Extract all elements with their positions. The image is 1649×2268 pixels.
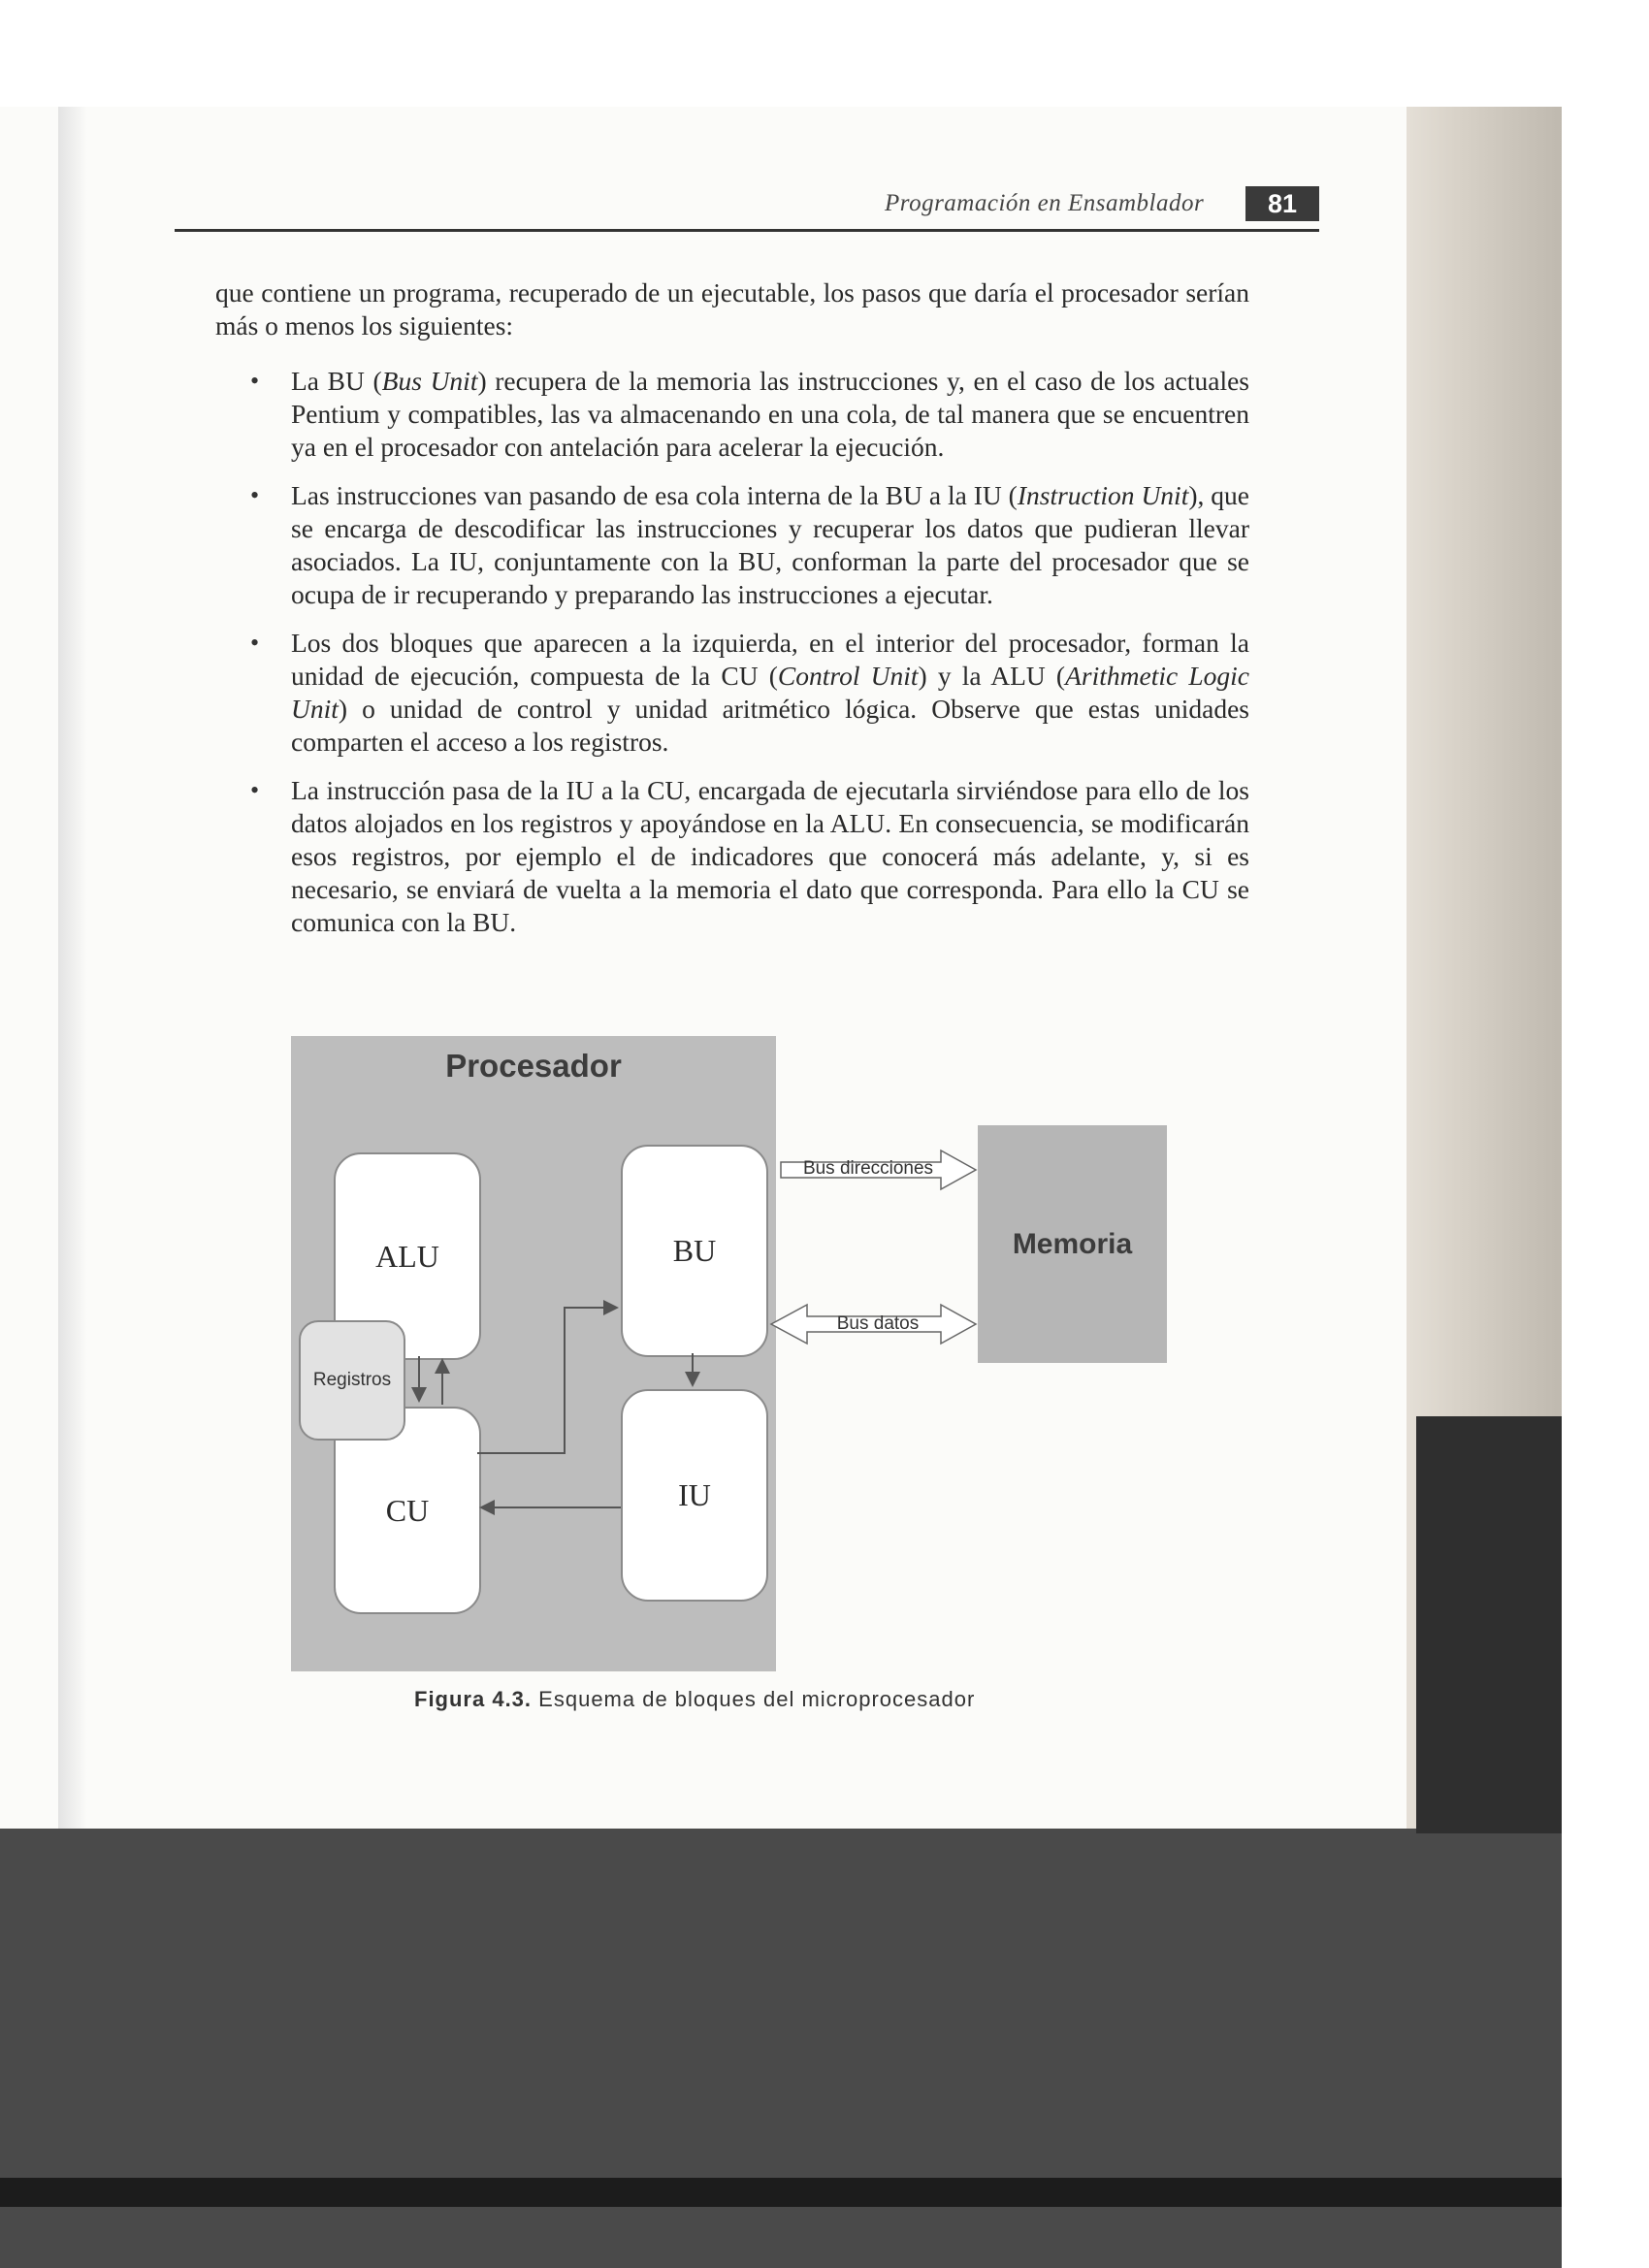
term-control-unit: Control Unit	[777, 661, 919, 691]
bullet-text: ), que se encarga de descodificar las instrucciones y recuperar los datos que pudieran llevar asociados. La IU, conjuntamente con la BU, conforman la parte del procesador que se ocupa de ir recuperando y preparando las instrucciones a ejecutar.	[291, 480, 1249, 609]
diagram-connections	[291, 1036, 1183, 1676]
alu-label: ALU	[375, 1238, 439, 1274]
bullet-text: ) y la ALU (	[918, 661, 1066, 691]
header-rule	[175, 229, 1319, 232]
running-header: Programación en Ensamblador	[885, 190, 1205, 216]
bullet-text: Las instrucciones van pasando de esa cola interna de la BU a la IU (	[291, 480, 1018, 510]
bullet-item-bu	[250, 365, 1249, 464]
book-gutter	[58, 107, 87, 1829]
figure-caption	[414, 1687, 975, 1712]
bus-direcciones-label: Bus direcciones	[802, 1158, 934, 1179]
scan-right-margin	[1562, 0, 1649, 2268]
cu-to-bu-arrow	[477, 1308, 615, 1453]
bullet-item-cu	[250, 774, 1249, 939]
bullet-item-iu	[250, 479, 1249, 611]
figure-caption-text: Esquema de bloques del microprocesador	[538, 1687, 976, 1711]
iu-label: IU	[678, 1477, 711, 1512]
bullet-text: ) recupera de la memoria las instrucciones y, en el caso de los actuales Pentium y compatibles, las va almacenando en una cola, de tal manera que se encuentren ya en el procesador con antelación para acelerar la ejecución.	[291, 366, 1249, 462]
processor-label: Procesador	[445, 1048, 622, 1084]
cu-label: CU	[385, 1492, 430, 1528]
intro-paragraph: que contiene un programa, recuperado de un ejecutable, los pasos que daría el procesador serían más o menos los siguientes:	[215, 277, 1249, 340]
registros-label: Registros	[312, 1370, 392, 1390]
bullet-text: La BU (	[291, 366, 382, 396]
term-arithmetic-logic-unit: Arithmetic Logic Unit	[291, 661, 1249, 724]
term-instruction-unit: Instruction Unit	[1017, 480, 1189, 510]
bullet-text: Los dos bloques que aparecen a la izquierda, en el interior del procesador, forman la unidad de ejecución, compuesta de la CU (	[291, 628, 1249, 691]
processor-block-diagram	[291, 1036, 1183, 1676]
scan-top-margin	[0, 0, 1562, 107]
memoria-label: Memoria	[1012, 1227, 1133, 1260]
bus-datos-label: Bus datos	[836, 1313, 920, 1334]
book-cover-shadow	[1416, 1416, 1562, 1833]
bullet-text: ) o unidad de control y unidad aritmético lógica. Observe que estas unidades comparten el acceso a los registros.	[291, 694, 1249, 757]
scanner-edge-strip	[0, 2178, 1562, 2207]
page-number: 81	[1245, 186, 1319, 221]
term-bus-unit: Bus Unit	[381, 366, 478, 396]
bullet-text: La instrucción pasa de la IU a la CU, encargada de ejecutarla sirviéndose para ello de los datos alojados en los registros y apoyándose en la ALU. En consecuencia, se modificarán esos registros, por ejemplo el de indicadores que conocerá más adelante, y, si es necesario, se enviará de vuelta a la memoria el dato que corresponda. Para ello la CU se comunica con la BU.	[291, 775, 1249, 937]
bu-label: BU	[672, 1233, 717, 1268]
figure-number: Figura 4.3.	[414, 1687, 533, 1711]
bullet-item-execution-unit	[250, 627, 1249, 759]
bullet-list	[250, 365, 1249, 955]
